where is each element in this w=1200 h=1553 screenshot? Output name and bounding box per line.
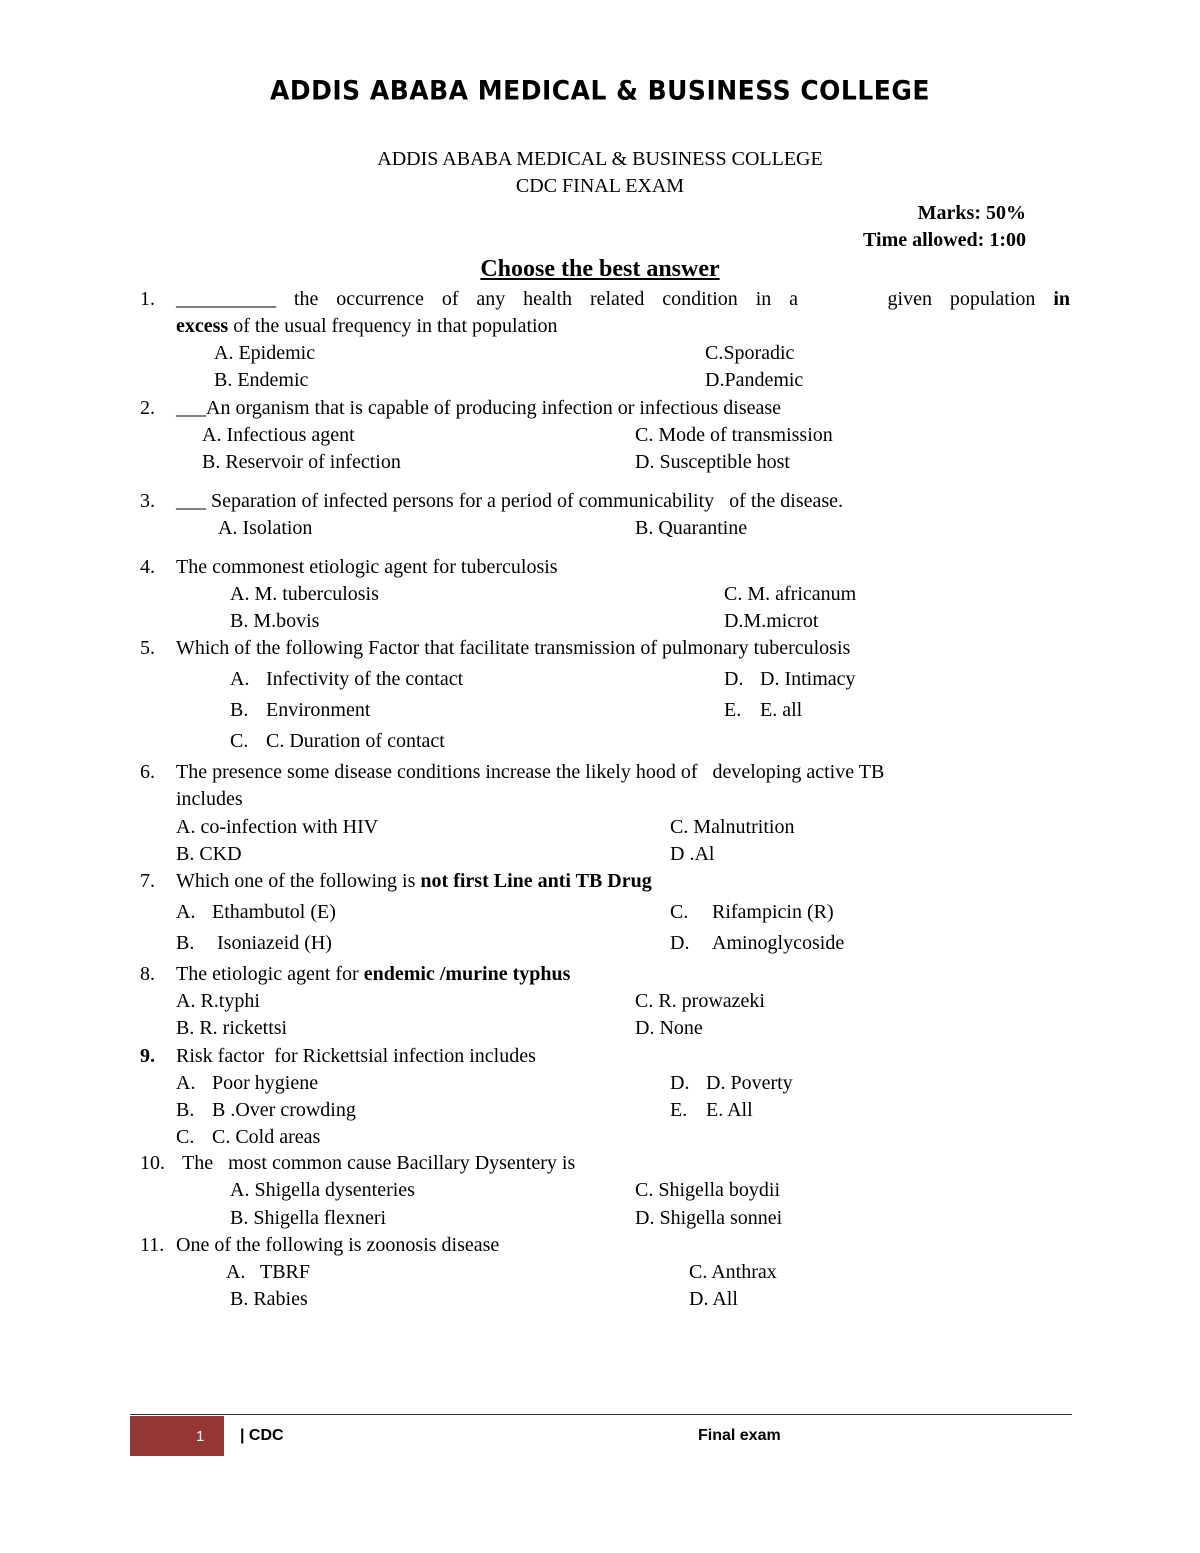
question-11 — [140, 1232, 1070, 1314]
option-d: D. All — [689, 1288, 738, 1310]
option-a-letter: A. — [176, 901, 196, 923]
option-c: C. Duration of contact — [266, 730, 445, 752]
option-c: C.Sporadic — [705, 342, 795, 364]
option-a-letter: A. — [230, 668, 250, 690]
question-3 — [140, 488, 1070, 544]
option-b: Environment — [266, 699, 371, 721]
option-b: B. Rabies — [230, 1288, 308, 1310]
question-text: One of the following is zoonosis disease — [176, 1234, 500, 1256]
option-b-letter: B. — [176, 932, 195, 954]
question-text: Which one of the following is not first Line anti TB Drug — [176, 870, 652, 892]
option-a: Ethambutol (E) — [212, 901, 336, 923]
question-text: Which of the following Factor that facilitate transmission of pulmonary tuberculosis — [176, 637, 851, 659]
college-banner: ADDIS ABABA MEDICAL & BUSINESS COLLEGE — [270, 75, 930, 106]
college-name: ADDIS ABABA MEDICAL & BUSINESS COLLEGE — [377, 148, 823, 170]
footer-course: | CDC — [240, 1427, 284, 1444]
option-a-letter: A. — [226, 1261, 246, 1283]
question-9 — [140, 1043, 1070, 1153]
question-10 — [140, 1150, 1070, 1232]
option-a: A. R.typhi — [176, 990, 260, 1012]
option-d: Aminoglycoside — [712, 932, 845, 954]
option-b: B .Over crowding — [212, 1099, 356, 1121]
question-number: 8. — [140, 963, 155, 985]
question-text: The commonest etiologic agent for tuberculosis — [176, 556, 558, 578]
question-text-line: __________ the occurrence of any health related condition in a given population in — [176, 288, 1070, 310]
question-number: 5. — [140, 637, 155, 659]
question-text: ___ Separation of infected persons for a period of communicability of the disease. — [176, 490, 844, 512]
question-text: The most common cause Bacillary Dysentery is — [182, 1152, 576, 1174]
question-text-line: excess of the usual frequency in that population — [176, 315, 558, 337]
option-c: C. Malnutrition — [670, 816, 795, 838]
option-d: D.M.microt — [724, 610, 819, 632]
option-b: B. Quarantine — [635, 517, 748, 539]
option-d: D. Poverty — [706, 1072, 793, 1094]
marks-label: Marks: 50% — [917, 202, 1026, 224]
question-text: Risk factor for Rickettsial infection includes — [176, 1045, 536, 1067]
option-b: B. CKD — [176, 843, 242, 865]
option-b-letter: B. — [230, 699, 249, 721]
option-a: A. Infectious agent — [202, 424, 355, 446]
option-b: B. M.bovis — [230, 610, 320, 632]
option-a-letter: A. — [176, 1072, 196, 1094]
question-number: 4. — [140, 556, 155, 578]
question-text-line: The presence some disease conditions increase the likely hood of developing active TB — [176, 761, 885, 783]
question-8 — [140, 961, 1070, 1043]
option-e: E. all — [760, 699, 803, 721]
question-number: 2. — [140, 397, 155, 419]
option-c-letter: C. — [230, 730, 249, 752]
question-7 — [140, 868, 1070, 958]
option-d-letter: D. — [724, 668, 744, 690]
option-d: D.Pandemic — [705, 369, 804, 391]
question-1 — [140, 286, 1070, 396]
question-4 — [140, 554, 1070, 636]
option-d-letter: D. — [670, 1072, 690, 1094]
option-d: D. Susceptible host — [635, 451, 790, 473]
option-a: Poor hygiene — [212, 1072, 319, 1094]
option-e-letter: E. — [724, 699, 742, 721]
option-c: C. R. prowazeki — [635, 990, 765, 1012]
option-c: C. Cold areas — [212, 1126, 321, 1148]
question-number: 3. — [140, 490, 155, 512]
footer-divider — [130, 1414, 1072, 1415]
instruction-heading: Choose the best answer — [480, 256, 720, 282]
option-a: A. Shigella dysenteries — [230, 1179, 415, 1201]
option-b: B. Reservoir of infection — [202, 451, 401, 473]
option-d: D. Shigella sonnei — [635, 1207, 783, 1229]
option-d: D .Al — [670, 843, 715, 865]
question-number: 10. — [140, 1152, 165, 1174]
option-c-letter: C. — [670, 901, 689, 923]
option-b: B. R. rickettsi — [176, 1017, 288, 1039]
footer-page-box — [130, 1416, 224, 1456]
question-number: 11. — [140, 1234, 165, 1256]
option-c: C. Anthrax — [689, 1261, 777, 1283]
option-d: D. None — [635, 1017, 703, 1039]
option-e: E. All — [706, 1099, 753, 1121]
option-c: C. Shigella boydii — [635, 1179, 780, 1201]
question-number: 1. — [140, 288, 155, 310]
question-text: The etiologic agent for endemic /murine typhus — [176, 963, 571, 985]
question-number: 7. — [140, 870, 155, 892]
option-b-letter: B. — [176, 1099, 195, 1121]
option-d: D. Intimacy — [760, 668, 856, 690]
page-number: 1 — [196, 1428, 205, 1445]
option-b: B. Shigella flexneri — [230, 1207, 387, 1229]
option-a: A. Isolation — [218, 517, 313, 539]
question-number: 9. — [140, 1045, 155, 1067]
option-a: A. Epidemic — [214, 342, 316, 364]
question-5 — [140, 635, 1070, 755]
question-text-line: includes — [176, 788, 243, 810]
question-text: ___An organism that is capable of producing infection or infectious disease — [176, 397, 782, 419]
option-e-letter: E. — [670, 1099, 688, 1121]
question-6 — [140, 759, 1070, 869]
exam-title: CDC FINAL EXAM — [515, 175, 685, 197]
option-b: Isoniazeid (H) — [217, 932, 332, 954]
option-c: Rifampicin (R) — [712, 901, 834, 923]
option-a: A. co-infection with HIV — [176, 816, 379, 838]
question-2 — [140, 395, 1070, 477]
option-c: C. M. africanum — [724, 583, 857, 605]
question-number: 6. — [140, 761, 155, 783]
option-b: B. Endemic — [214, 369, 309, 391]
option-a: Infectivity of the contact — [266, 668, 464, 690]
footer-exam-label: Final exam — [698, 1427, 781, 1444]
option-a: TBRF — [260, 1261, 311, 1283]
option-d-letter: D. — [670, 932, 690, 954]
option-a: A. M. tuberculosis — [230, 583, 379, 605]
option-c-letter: C. — [176, 1126, 195, 1148]
time-allowed-label: Time allowed: 1:00 — [863, 229, 1026, 251]
option-c: C. Mode of transmission — [635, 424, 833, 446]
